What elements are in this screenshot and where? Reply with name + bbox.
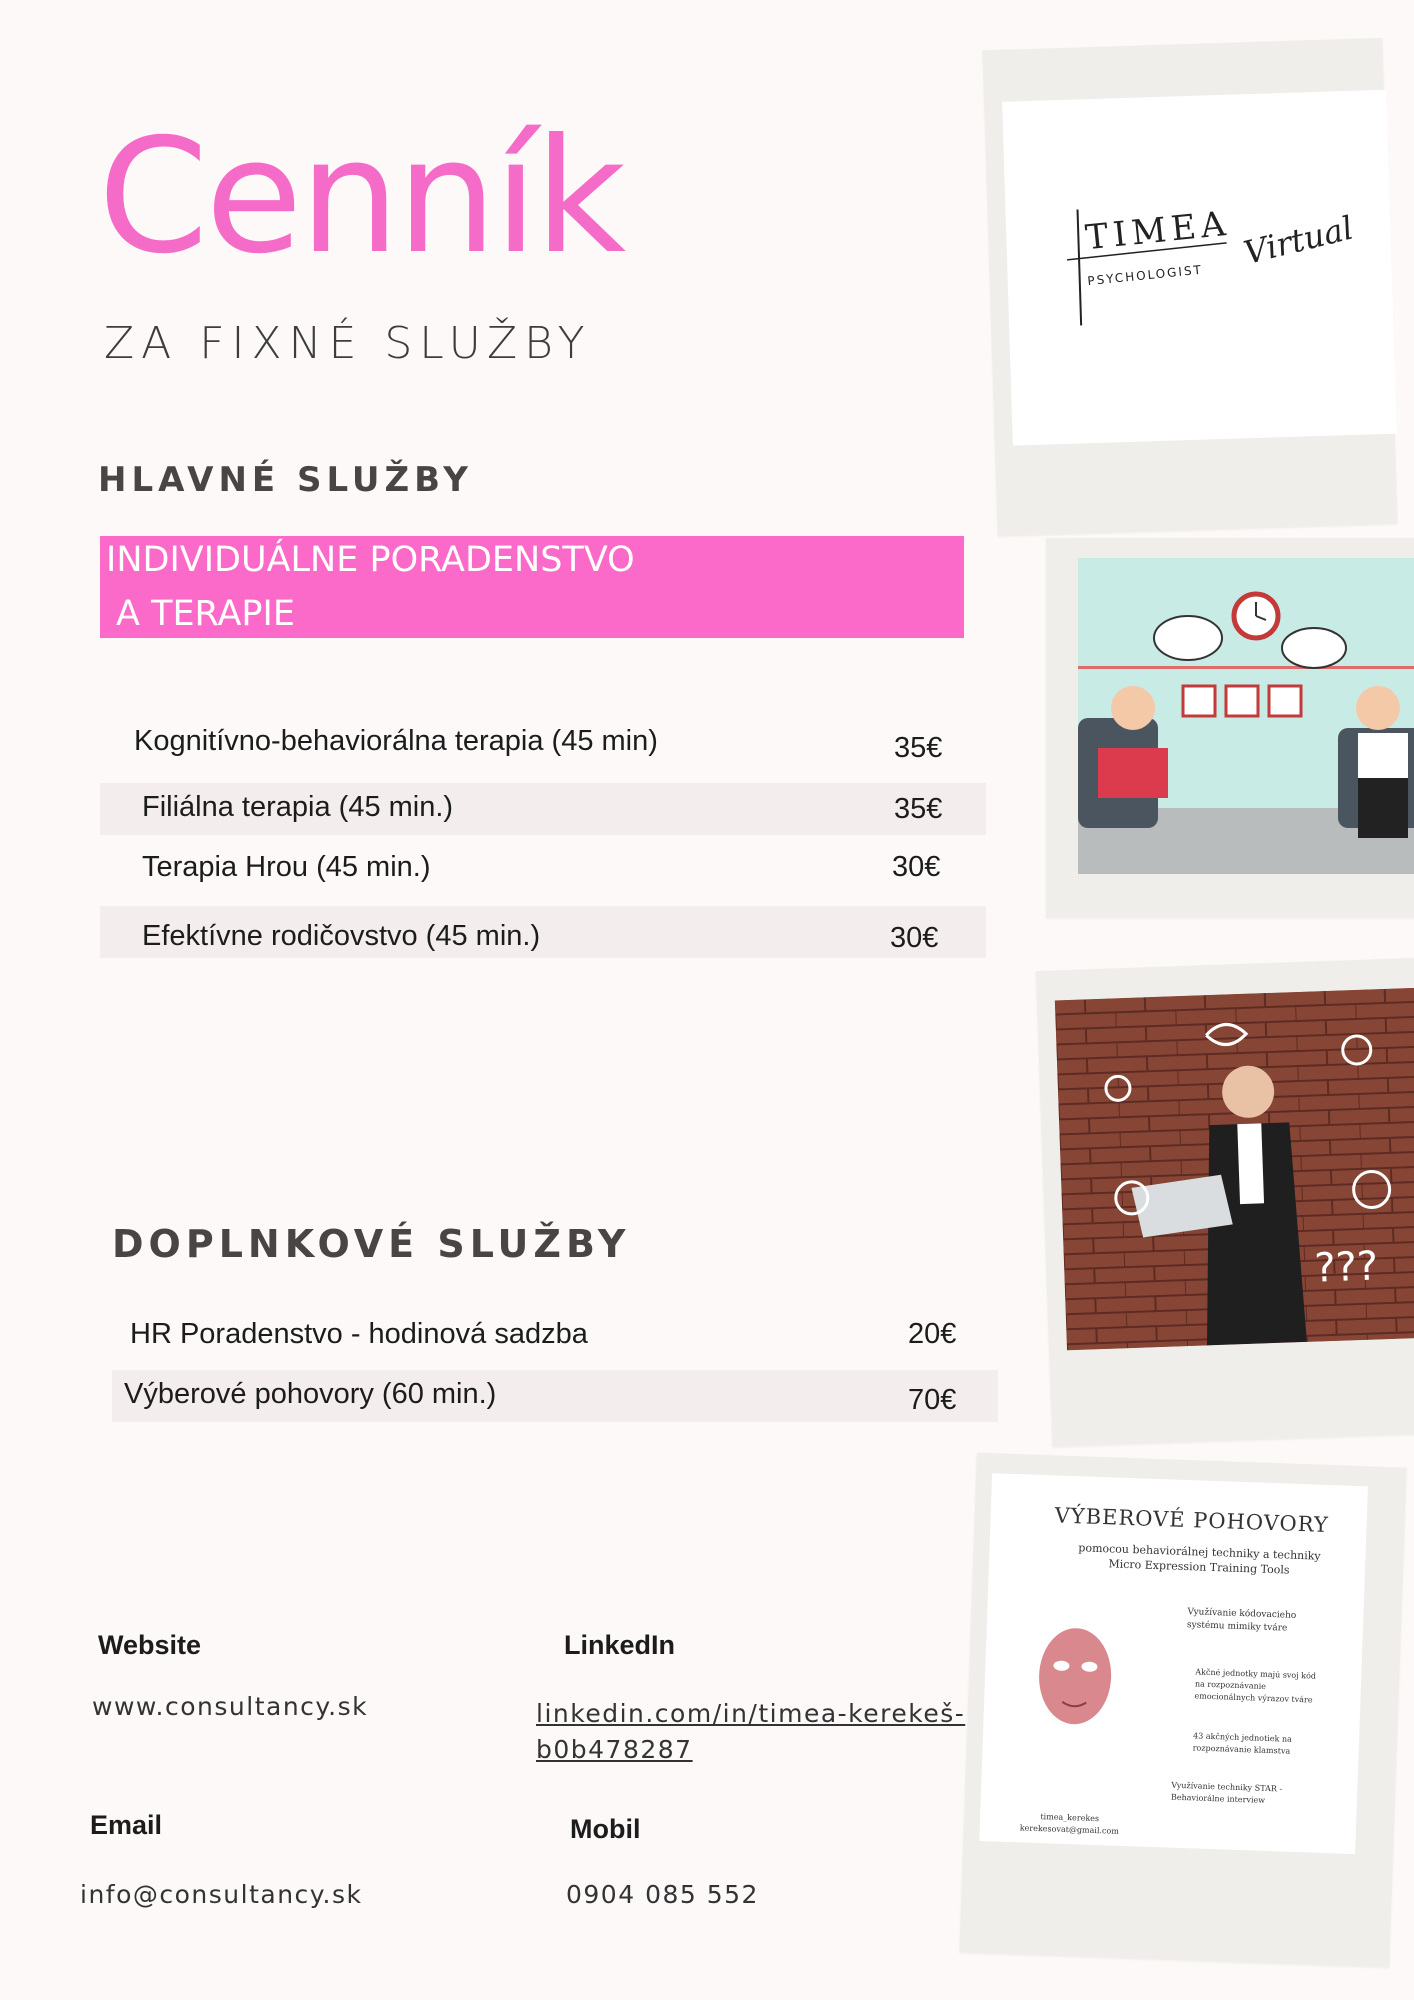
speech-bubble-icon: [1282, 628, 1346, 668]
service-price: 30€: [890, 922, 939, 954]
service-price: 20€: [908, 1318, 957, 1350]
therapy-illustration: [1078, 558, 1414, 874]
logo-graphic: [1002, 90, 1397, 446]
client-figure: [1098, 748, 1168, 798]
logo-tagline: PSYCHOLOGIST: [1086, 262, 1204, 289]
page-subtitle: ZA FIXNÉ SLUŽBY: [104, 318, 592, 369]
linkedin-link-line1[interactable]: linkedin.com/in/timea-kerekeš-: [536, 1699, 966, 1728]
page-title: Cenník: [98, 105, 624, 289]
interview-bullet-4: Využívanie techniky STAR - Behaviorálne interview: [1170, 1780, 1283, 1805]
service-name: Filiálna terapia (45 min.): [142, 791, 454, 823]
interview-bullet-3: 43 akčných jednotiek na rozpoznávanie klamstva: [1192, 1731, 1292, 1756]
service-name: Výberové pohovory (60 min.): [124, 1378, 497, 1410]
list-item: [100, 783, 986, 835]
mobile-number[interactable]: 0904 085 552: [566, 1880, 759, 1909]
main-services-heading: HLAVNÉ SLUŽBY: [98, 460, 473, 500]
interview-bullet-1: Využívanie kódovacieho systému mimiky tváre: [1186, 1607, 1297, 1634]
interview-card-subtitle-line1: pomocou behaviorálnej techniky a techniky: [1078, 1541, 1321, 1563]
service-name: Terapia Hrou (45 min.): [142, 851, 431, 883]
interview-card-subtitle: [1059, 1540, 1340, 1580]
logo-vertical-rule: [1078, 209, 1082, 325]
business-photo-frame: [1036, 957, 1414, 1447]
therapist-legs: [1358, 778, 1408, 838]
wall-stripe: [1078, 666, 1414, 669]
wall-frame-icon: [1269, 686, 1301, 716]
service-price: 35€: [894, 732, 943, 764]
client-head: [1111, 686, 1155, 730]
business-photo: [1055, 988, 1414, 1351]
service-category-line1: INDIVIDUÁLNE PORADENSTVO: [106, 540, 635, 580]
logo-card: [1002, 90, 1397, 446]
service-price: 70€: [908, 1384, 957, 1416]
wall-frame-icon: [1183, 686, 1215, 716]
interview-card-subtitle-line2: Micro Expression Training Tools: [1108, 1557, 1290, 1577]
service-name: Kognitívno-behaviorálna terapia (45 min): [134, 725, 658, 757]
linkedin-link-line2[interactable]: b0b478287: [536, 1735, 693, 1764]
interview-card-title: VÝBEROVÉ POHOVORY: [1054, 1503, 1330, 1537]
extra-services-heading: DOPLNKOVÉ SLUŽBY: [112, 1222, 631, 1266]
mobile-label: Mobil: [570, 1814, 641, 1844]
wall-frame-icon: [1226, 686, 1258, 716]
list-item: [100, 906, 986, 958]
face-muscle-diagram: [1013, 1614, 1137, 1738]
service-category-line2: A TERAPIE: [116, 594, 295, 634]
service-name: Efektívne rodičovstvo (45 min.): [142, 920, 541, 952]
email-label: Email: [90, 1810, 163, 1840]
service-price: 35€: [894, 793, 943, 825]
list-item: [112, 1316, 998, 1366]
linkedin-label: LinkedIn: [564, 1630, 676, 1660]
interview-card-footer: timea_kerekes kerekesovat@gmail.com: [1019, 1812, 1120, 1836]
therapy-photo-frame: [1046, 538, 1414, 918]
therapist-head: [1356, 686, 1400, 730]
list-item: [100, 843, 986, 895]
therapist-figure: [1358, 733, 1408, 783]
service-price: 30€: [892, 851, 941, 883]
website-label: Website: [98, 1630, 202, 1660]
linkedin-link[interactable]: [536, 1696, 965, 1768]
service-category-banner: [100, 536, 964, 638]
interview-card: [979, 1473, 1368, 1854]
logo-script: Virtual: [1240, 208, 1357, 272]
question-marks-icon: ???: [1313, 1243, 1379, 1292]
website-link[interactable]: www.consultancy.sk: [92, 1692, 369, 1721]
email-link[interactable]: info@consultancy.sk: [80, 1880, 363, 1909]
logo-photo-frame: [982, 38, 1397, 536]
list-item: [100, 720, 986, 770]
list-item: [112, 1370, 998, 1422]
interview-card-frame: [959, 1453, 1406, 1968]
therapy-scene: [1078, 558, 1414, 874]
interview-bullet-2: Akčné jednotky majú svoj kód na rozpoznávanie emocionálnych výrazov tváre: [1194, 1667, 1317, 1705]
business-scene: [1055, 988, 1414, 1351]
logo-name: TIMEA: [1083, 203, 1233, 259]
thought-bubble-icon: [1154, 616, 1222, 660]
service-name: HR Poradenstvo - hodinová sadzba: [130, 1318, 588, 1350]
woman-shirt: [1237, 1123, 1264, 1204]
